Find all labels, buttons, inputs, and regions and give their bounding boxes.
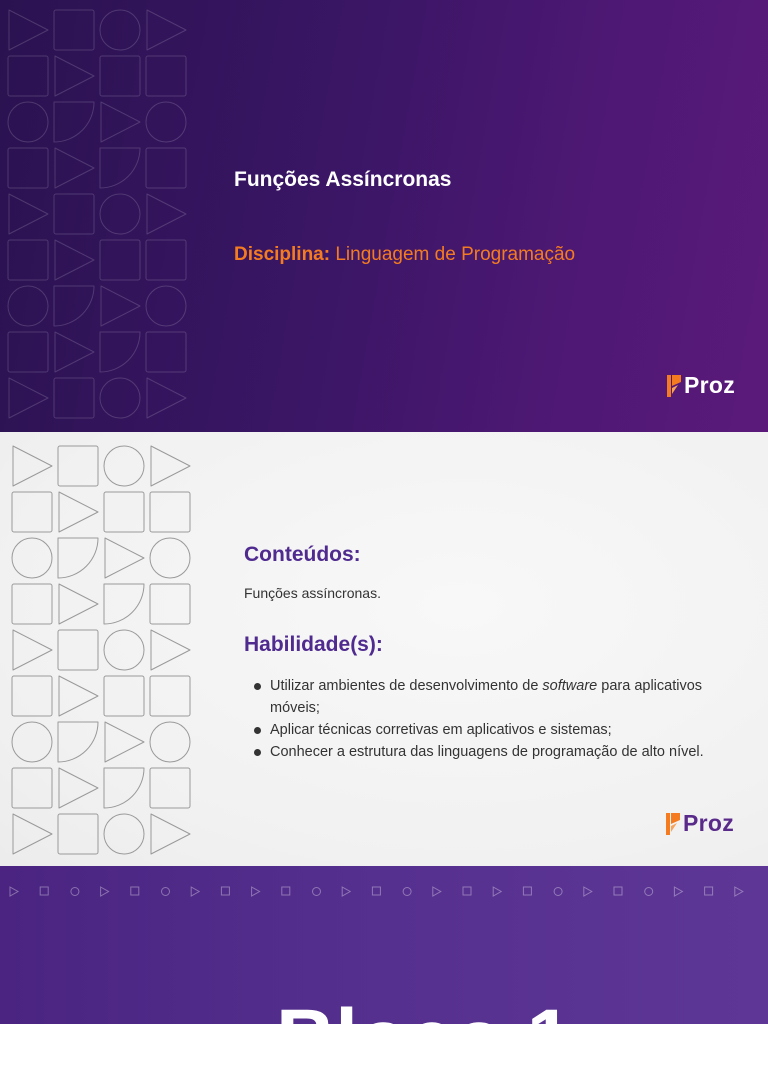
pattern-shape — [54, 10, 94, 50]
pattern-shape — [12, 722, 52, 762]
pattern-shape — [58, 538, 98, 578]
logo-text: Proz — [683, 810, 735, 836]
skill-item: Conhecer a estrutura das linguagens de programação de alto nível. — [244, 741, 744, 763]
strip-shape — [342, 887, 350, 896]
geometric-pattern-decoration — [10, 444, 194, 858]
strip-shape — [403, 888, 411, 896]
pattern-shape — [147, 378, 186, 418]
pattern-shape — [8, 332, 48, 372]
strip-shape — [162, 888, 170, 896]
pattern-shape — [55, 148, 94, 188]
strip-shape — [221, 887, 229, 895]
pattern-shape — [59, 676, 98, 716]
strip-shape — [372, 887, 380, 895]
pattern-shape — [151, 814, 190, 854]
pattern-shape — [55, 332, 94, 372]
strip-shape — [463, 887, 471, 895]
strip-shape — [101, 887, 109, 896]
pattern-shape — [100, 194, 140, 234]
pattern-shape — [104, 814, 144, 854]
pattern-shape — [146, 148, 186, 188]
pattern-shape — [58, 722, 98, 762]
pattern-shape — [104, 630, 144, 670]
skill-item: Aplicar técnicas corretivas em aplicativos e sistemas; — [244, 719, 744, 741]
pattern-shape — [55, 240, 94, 280]
proz-logo — [667, 372, 735, 399]
pattern-shape — [100, 10, 140, 50]
pattern-shape — [101, 102, 140, 142]
strip-shape — [131, 887, 139, 895]
pattern-shape — [12, 538, 52, 578]
pattern-shape — [54, 102, 94, 142]
pattern-shape — [146, 240, 186, 280]
pattern-shape — [54, 286, 94, 326]
skill-item: Utilizar ambientes de desenvolvimento de software para aplicativos móveis; — [244, 675, 744, 719]
pattern-shape — [12, 492, 52, 532]
pattern-shape — [59, 492, 98, 532]
pattern-shape — [104, 446, 144, 486]
pattern-shape — [150, 676, 190, 716]
pattern-shape — [150, 492, 190, 532]
pattern-shape — [12, 676, 52, 716]
strip-shape — [523, 887, 531, 895]
strip-shape — [10, 887, 18, 896]
pattern-shape — [150, 722, 190, 762]
pattern-shape — [151, 630, 190, 670]
pattern-shape — [100, 148, 140, 188]
strip-shape — [705, 887, 713, 895]
pattern-shape — [54, 378, 94, 418]
discipline-line — [234, 244, 575, 266]
pattern-shape — [13, 630, 52, 670]
pattern-shape — [12, 584, 52, 624]
strip-shape — [191, 887, 199, 896]
pattern-shape — [58, 814, 98, 854]
pattern-shape — [8, 102, 48, 142]
pattern-shape — [59, 584, 98, 624]
discipline-value: Linguagem de Programação — [335, 244, 576, 265]
strip-shape — [554, 888, 562, 896]
pattern-shape — [13, 446, 52, 486]
block-title: Bloco 1 — [276, 993, 573, 1084]
pattern-shape — [100, 56, 140, 96]
contents-heading: Conteúdos: — [244, 543, 361, 566]
strip-shape — [71, 888, 79, 896]
pattern-shape — [147, 194, 186, 234]
pattern-shape — [9, 378, 48, 418]
pattern-shape — [104, 768, 144, 808]
strip-shape — [40, 887, 48, 895]
pattern-shape — [8, 240, 48, 280]
shape-strip-decoration — [0, 884, 768, 900]
pattern-shape — [146, 56, 186, 96]
pattern-shape — [146, 332, 186, 372]
strip-shape — [252, 887, 260, 896]
strip-shape — [313, 888, 321, 896]
pattern-shape — [104, 584, 144, 624]
proz-logo — [666, 810, 734, 837]
logo-text: Proz — [684, 372, 736, 398]
pattern-shape — [8, 148, 48, 188]
pattern-shape — [9, 10, 48, 50]
contents-text: Funções assíncronas. — [244, 585, 381, 601]
pattern-shape — [13, 814, 52, 854]
pattern-shape — [150, 538, 190, 578]
pattern-shape — [12, 768, 52, 808]
pattern-shape — [8, 56, 48, 96]
pattern-shape — [150, 584, 190, 624]
pattern-shape — [146, 102, 186, 142]
pattern-shape — [8, 286, 48, 326]
strip-shape — [584, 887, 592, 896]
pattern-shape — [9, 194, 48, 234]
pattern-shape — [105, 722, 144, 762]
strip-shape — [674, 887, 682, 896]
strip-shape — [433, 887, 441, 896]
skills-heading: Habilidade(s): — [244, 633, 383, 656]
content-slide — [0, 432, 768, 866]
geometric-pattern-decoration — [6, 8, 190, 424]
strip-shape — [614, 887, 622, 895]
skills-list — [244, 675, 744, 763]
title-slide — [0, 0, 768, 432]
pattern-shape — [100, 378, 140, 418]
strip-shape — [735, 887, 743, 896]
pattern-shape — [147, 10, 186, 50]
pattern-shape — [54, 194, 94, 234]
pattern-shape — [58, 446, 98, 486]
strip-shape — [282, 887, 290, 895]
pattern-shape — [104, 492, 144, 532]
strip-shape — [493, 887, 501, 896]
pattern-shape — [101, 286, 140, 326]
pattern-shape — [146, 286, 186, 326]
proz-logo-icon — [667, 375, 681, 397]
discipline-label: Disciplina: — [234, 244, 331, 265]
pattern-shape — [151, 446, 190, 486]
pattern-shape — [104, 676, 144, 716]
pattern-shape — [105, 538, 144, 578]
pattern-shape — [100, 240, 140, 280]
pattern-shape — [55, 56, 94, 96]
strip-shape — [645, 888, 653, 896]
slide-title: Funções Assíncronas — [234, 168, 452, 191]
pattern-shape — [58, 630, 98, 670]
pattern-shape — [59, 768, 98, 808]
proz-logo-icon — [666, 813, 680, 835]
pattern-shape — [150, 768, 190, 808]
block-slide — [0, 866, 768, 1084]
pattern-shape — [100, 332, 140, 372]
